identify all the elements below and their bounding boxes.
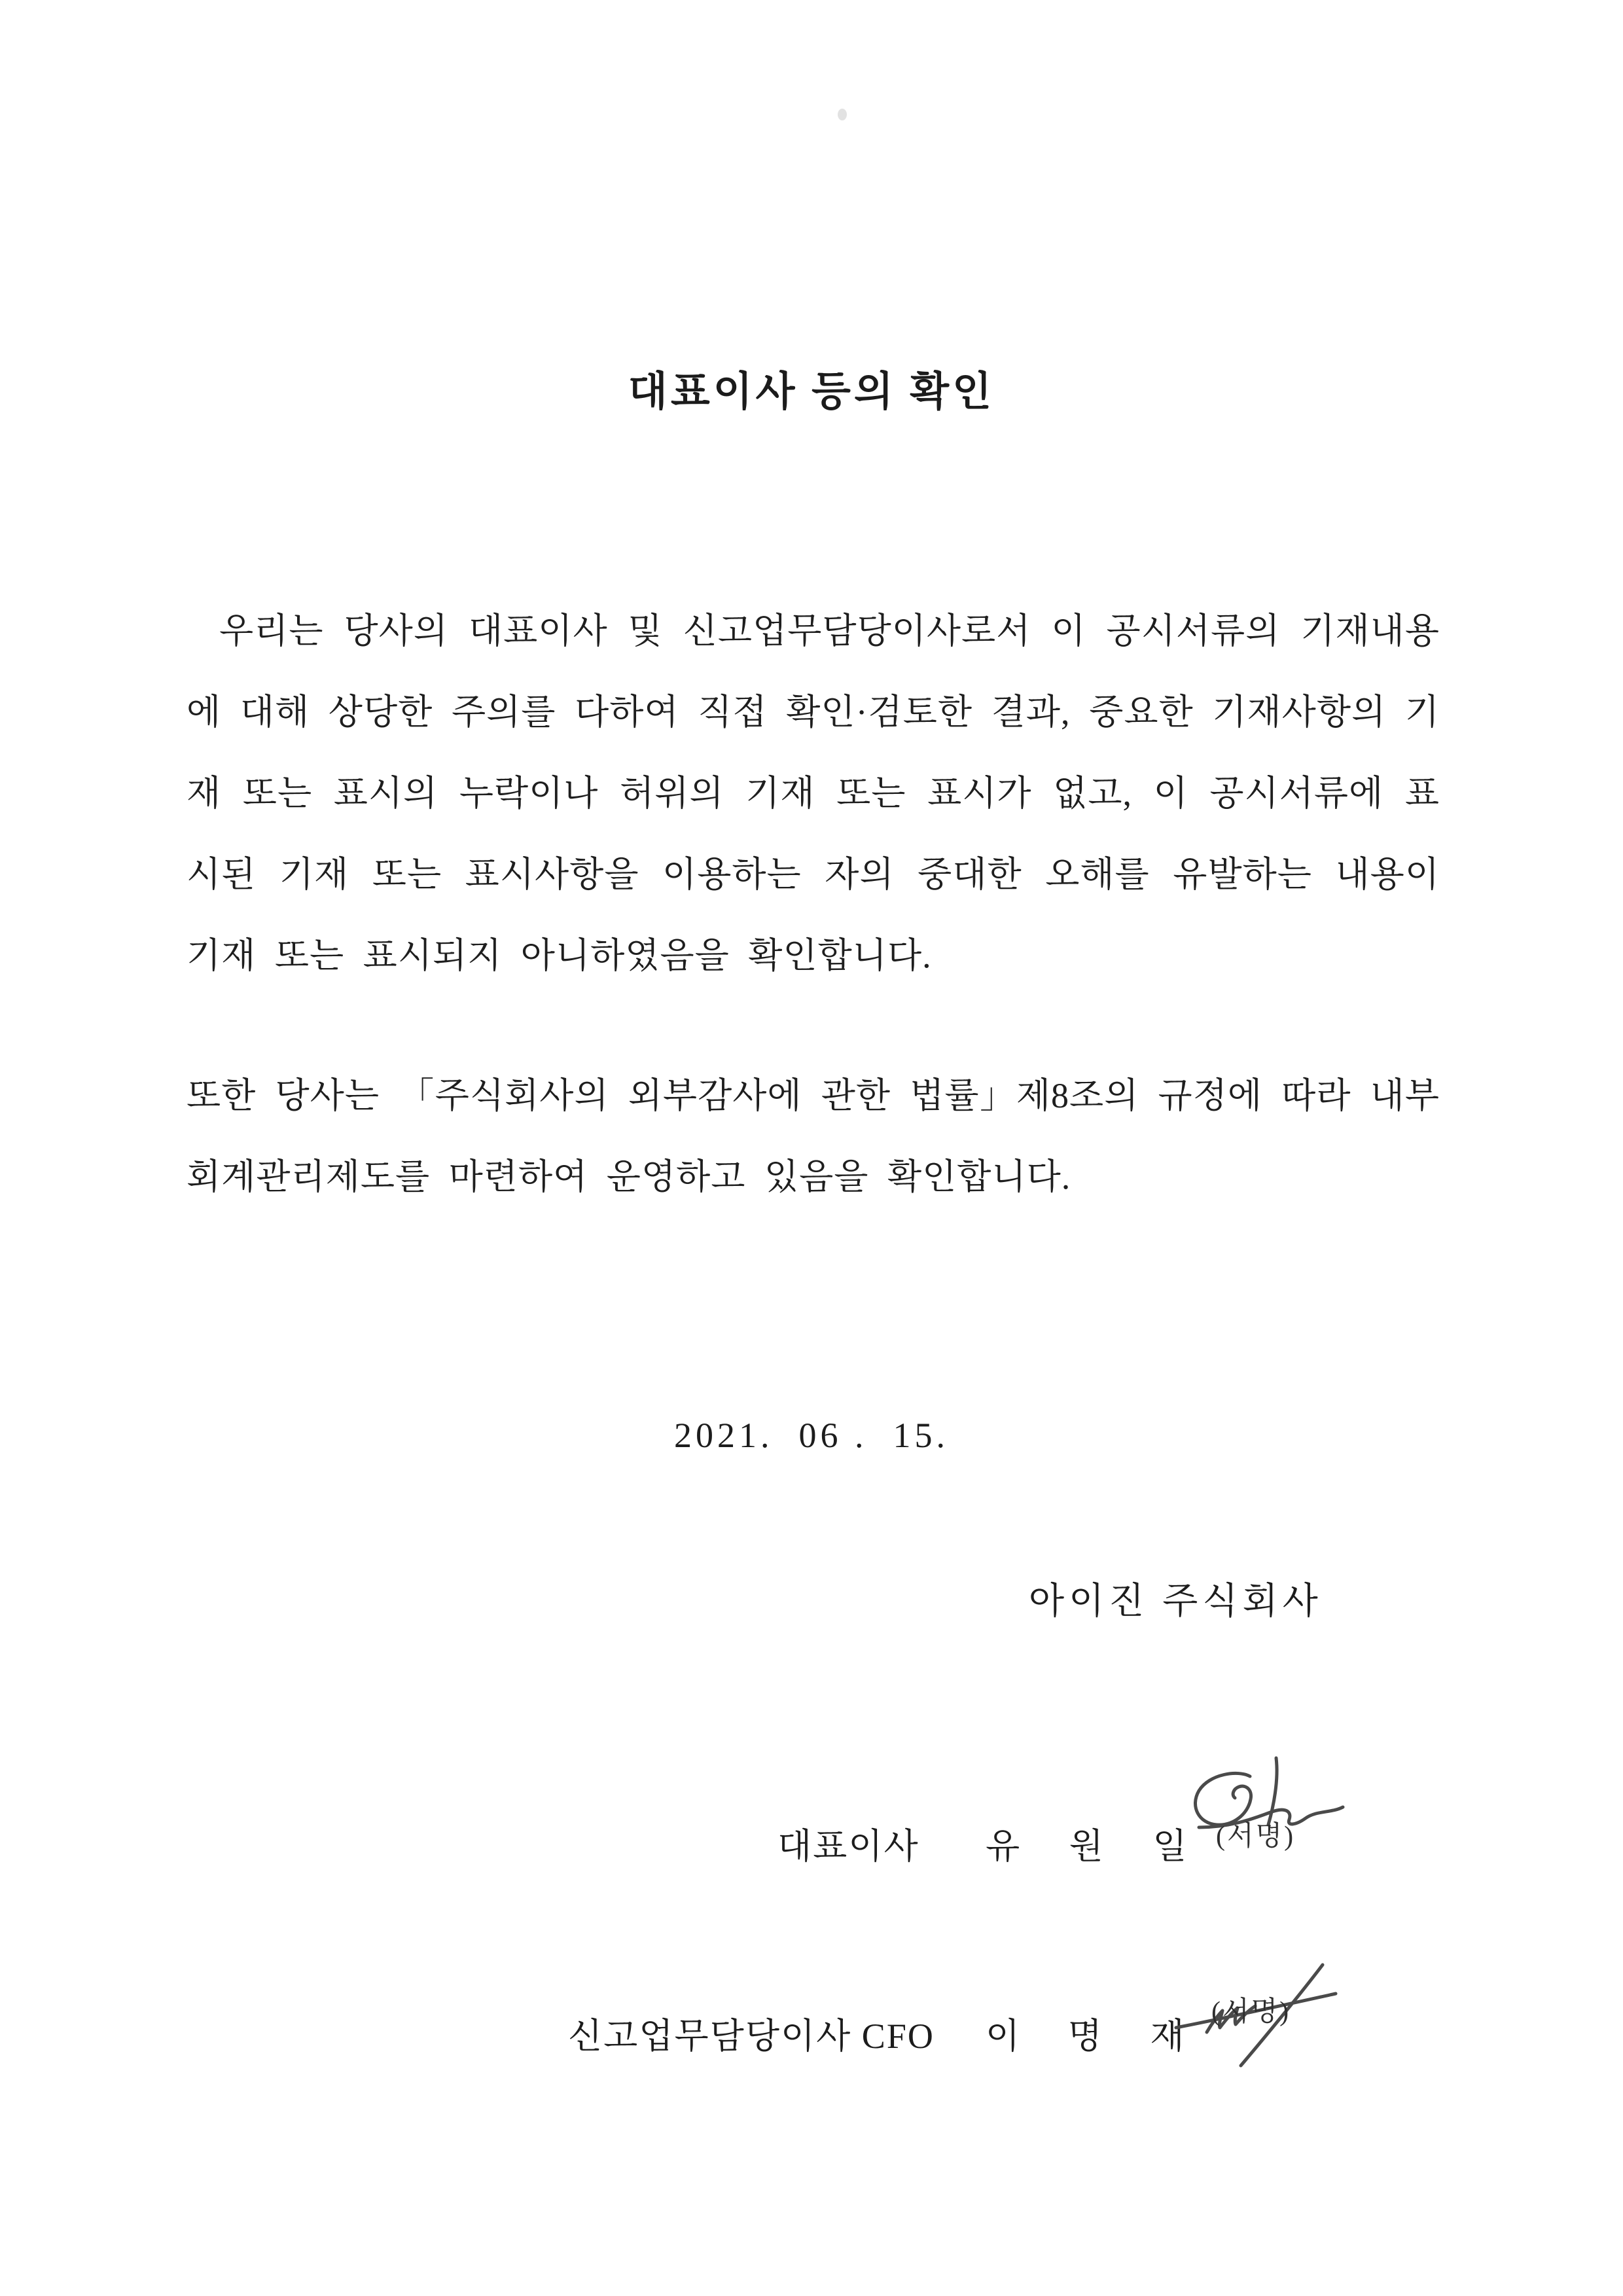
ceo-name: 유 원 일 bbox=[986, 1827, 1188, 1866]
internal-accounting-paragraph: 또한 당사는 「주식회사의 외부감사에 관한 법률」제8조의 규정에 따라 내부회계관리제도를 마련하여 운영하고 있음을 확인합니다. bbox=[187, 1076, 1440, 1196]
cfo-name: 이 명 재 bbox=[986, 2017, 1186, 2056]
ceo-sign-label: (서명) bbox=[1216, 1821, 1296, 1852]
cfo-sign-label: (서명) bbox=[1211, 1997, 1291, 2027]
scan-artifact bbox=[838, 109, 847, 120]
ceo-role-label: 대표이사 bbox=[777, 1827, 919, 1866]
ceo-handwritten-signature-icon bbox=[1171, 1728, 1368, 1885]
document-title: 대표이사 등의 확인 bbox=[628, 370, 995, 414]
cfo-role-label: 신고업무담당이사 CFO bbox=[568, 2017, 935, 2056]
confirmation-paragraph: 우리는 당사의 대표이사 및 신고업무담당이사로서 이 공시서류의 기재내용에 대해 상당한 주의를 다하여 직접 확인·검토한 결과, 중요한 기재사항의 기재 또는 표시의 누락이나 허위의 기재 또는 표시가 없고, 이 공시서류에 표시된 기재 또는 표시사항을 이용하는 자의 중대한 오해를 유발하는 내용이 기재 또는 표시되지 아니하였음을 확인합니다. bbox=[187, 611, 1440, 975]
company-name: 아이진 주식회사 bbox=[1029, 1581, 1323, 1622]
document-date: 2021. 06 . 15. bbox=[674, 1416, 949, 1455]
